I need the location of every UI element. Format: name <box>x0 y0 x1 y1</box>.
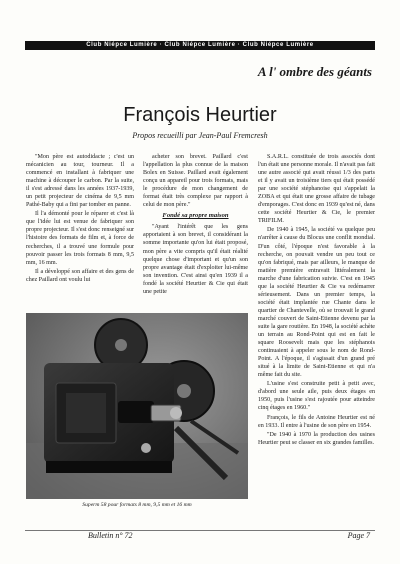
text-column-3 <box>258 153 375 448</box>
paragraph: François, le fils de Antoine Heurtier est né en 1933. Il entre à l'usine de son père en 1954. <box>258 414 375 429</box>
paragraph: Il a développé son affaire et des gens de chez Paillard ont voulu lui <box>26 268 134 283</box>
text-column-1 <box>26 153 134 285</box>
paragraph: "Ayant l'intérêt que les gens apportaient à son brevet, il considérant la somme importante qu'on lui était proposé, mon père a vite compris qu'il était réalité quelque chose d'important et qu'un son propre avantage était d'exploiter lui-même son invention. C'est ainsi qu'en 1939 il a fondé la société Heurtier & Cie qui était une petite <box>143 224 248 295</box>
subheading: Fondé sa propre maison <box>162 212 229 220</box>
photo-caption: Superm 58 pour formats 8 mm, 9,5 mm et 16 mm <box>82 502 192 508</box>
text-column-2 <box>143 153 248 297</box>
projector-illustration <box>26 313 248 499</box>
article-title: François Heurtier <box>123 104 277 126</box>
projector-photo <box>26 313 248 499</box>
section-title: A l' ombre des géants <box>257 64 372 79</box>
paragraph: Il l'a démonté pour le réparer et c'est là que l'idée lui est venue de fabriquer son propre projecteur. Il s'est donc renseigné sur l'histoire des formats de film et, à force de recherches, il a trouvé une formule pour pouvoir passer les trois formats 8 mm, 9,5 mm, 16 mm. <box>26 211 134 266</box>
article-byline: Propos recueilli par Jean-Paul Fremcresh <box>132 131 268 140</box>
paragraph: De 1940 à 1945, la société va quelque peu n'arrêter à cause du Blocus une conflit mondial. D'un côté, l'époque n'est favorable à la recherche, on pouvait vendre un peu tout ce qu'on fabriqué, mais par ailleurs, le manque de matière première entravait littéralement la marche d'une fabrication suivie. C'est en 1945 que la société Heurtier & Cie va redémarrer sérieusement. Dans un premier temps, la société était implantée rue Chante dans le quartier de Chantevelle, où se trouvait le grand marché couvert de Saint-Etienne devenu par la suite la gare routière. En 1948, la société achète un terrain au Rond-Point qui est en fait le square Roosevelt mais que les stéphanois continuaient à appeler sous le nom de Rond-Point. A l'époque, il s'agissait d'un grand pré situé à la limite de Saint-Etienne et qui n'a même fait du site. <box>258 227 375 379</box>
paragraph: L'usine s'est construite petit à petit avec, d'abord une seule aile, puis deux étages en 1950, puis l'usine s'est rajoutée pour atteindre cinq étages en 1960." <box>258 381 375 412</box>
paragraph: S.A.R.L. constituée de trois associés dont l'un était une personne morale. Il n'avait pas fait une autre associé qui avait réussi 1/3 des parts et il y avait un troisième tiers qui était possédé par une société stéphanoise qui s'appelait la ZOBA et qui était une grosse affaire de tubage d'emporages. C'est donc en 1939 qu'est né, dans cette société Heurtier & Cie, le premier TRIFILM. <box>258 154 375 225</box>
paragraph: "De 1940 à 1970 la production des usines Heurtier peut se classer en six grandes familles. <box>258 431 375 446</box>
page-number: Page 7 <box>347 531 370 540</box>
bulletin-number: Bulletin n° 72 <box>88 531 133 540</box>
paragraph: acheter son brevet. Paillard c'est l'appellation la plus connue de la maison Bolex en Suisse. Paillard avait également conçu un appareil pour trois formats, mais le procédure de mon changement de format était très complexe par rapport à celui de mon père." <box>143 154 248 209</box>
footer-rule <box>25 530 375 531</box>
club-header-band: Club Niépce Lumière · Club Niépce Lumière · Club Niépce Lumière <box>25 41 375 50</box>
paragraph: "Mon père est autodidacte ; c'est un mécanicien au tour, tourneur. Il a commencé en installant à fabriquer une machine à découper le carbon. Par la suite, il s'est adressé dans les années 1937-1939, un petit projecteur de cinéma de 9,5 mm Pathé-Baby qui a fini par tomber en panne. <box>26 154 134 209</box>
